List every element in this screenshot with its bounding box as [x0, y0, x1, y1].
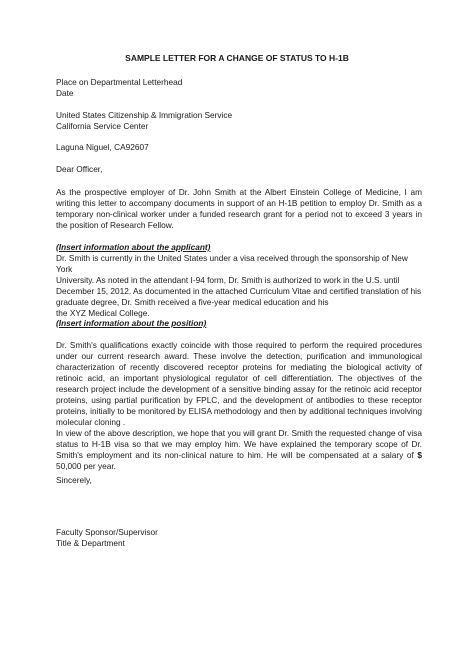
signature-block — [56, 527, 422, 549]
paragraph-applicant — [56, 253, 422, 319]
applicant-line: December 15, 2012. As documented in the attached Curriculum Vitae and certified translation of his — [56, 286, 422, 296]
heading-applicant: (Insert information about the applicant) — [56, 242, 211, 252]
sign-off: Sincerely, — [56, 475, 92, 485]
salutation: Dear Officer, — [56, 164, 103, 174]
paragraph-position: Dr. Smith's qualifications exactly coincide with those required to perform the required procedures under our current research award. These involve the detection, purification and immunological characterization of recently discovered receptor proteins for mediating the biological activity of retinoic acid, an important physiological regulator of cell differentiation. The objectives of the research project include the development of a sensitive binding assay for the retinoic acid receptor proteins, using partial purification by FPLC, and the development of antibodies to these receptor proteins, initially to be monitored by ELISA methodology and then by additional techniques involving molecular cloning . — [56, 340, 422, 427]
signer-title: Title & Department — [56, 538, 125, 548]
letter-title: SAMPLE LETTER FOR A CHANGE OF STATUS TO H-1B — [125, 53, 349, 63]
date-line: Date — [56, 88, 74, 98]
recipient-agency: United States Citizenship & Immigration Service — [56, 110, 233, 120]
applicant-line: University. As noted in the attendant I-94 form, Dr. Smith is authorized to work in the U.S. until — [56, 275, 400, 285]
salary-symbol: $ — [417, 450, 422, 460]
salary-text: 50,000 per year. — [56, 461, 116, 471]
applicant-line: Dr. Smith is currently in the United States under a visa received through the sponsorship of New York — [56, 253, 408, 274]
paragraph-closing — [56, 428, 422, 472]
place-line: Place on Departmental Letterhead — [56, 77, 183, 87]
recipient-city: Laguna Niguel, CA92607 — [56, 142, 149, 152]
letterhead-block — [56, 77, 422, 99]
recipient-block — [56, 110, 422, 132]
applicant-line: the XYZ Medical College. — [56, 308, 150, 318]
applicant-line: graduate degree, Dr. Smith received a five-year medical education and his — [56, 297, 329, 307]
closing-text: In view of the above description, we hope that you will grant Dr. Smith the requested change of visa status to H-1B visa so that we may employ him. We have explained the temporary scope of Dr. Smith's employment and its non-clinical nature to him. He will be compensated at a salary of — [56, 428, 422, 460]
signer-role: Faculty Sponsor/Supervisor — [56, 527, 158, 537]
paragraph-intro: As the prospective employer of Dr. John Smith at the Albert Einstein College of Medicine, I am writing this letter to accompany documents in support of an H-1B petition to employ Dr. Smith as a temporary non-clinical worker under a funded research grant for a period not to exceed 3 years in the position of Research Fellow. — [56, 187, 422, 230]
heading-position: (Insert information about the position) — [56, 318, 207, 328]
recipient-center: California Service Center — [56, 121, 149, 131]
